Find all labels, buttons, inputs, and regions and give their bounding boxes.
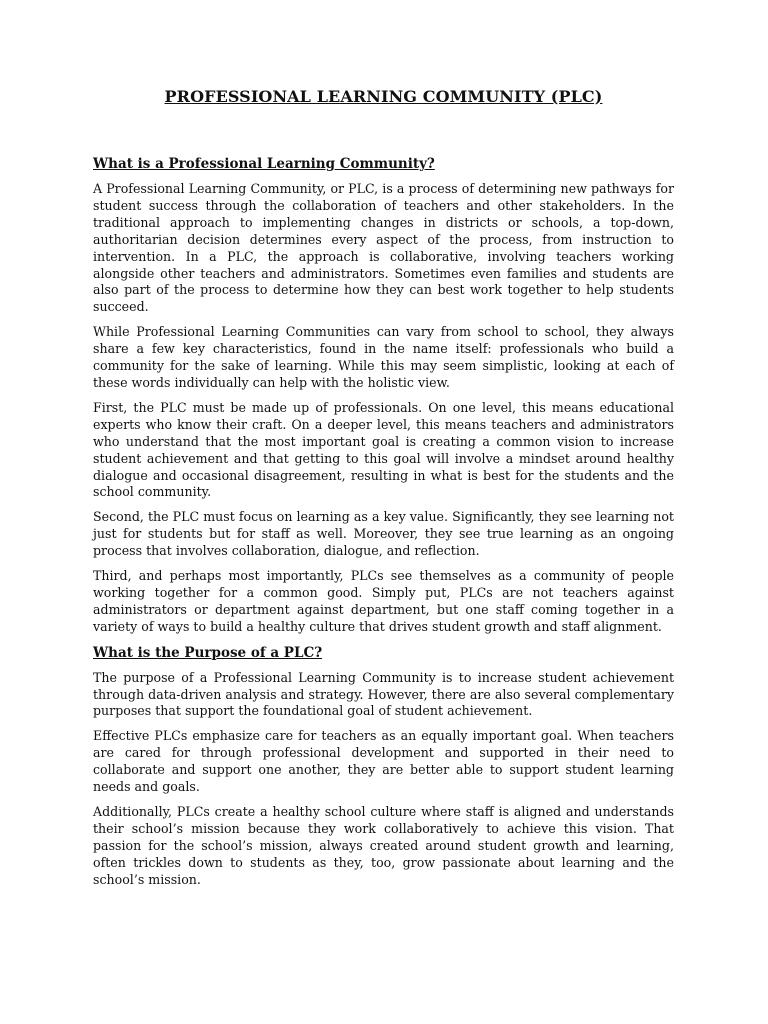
paragraph: Additionally, PLCs create a healthy school culture where staff is aligned and understands their school’s mission because they work collaboratively to achieve this vision. That passion for the school’s mission, always created around student growth and learning, often trickles down to students as they, too, grow passionate about learning and the school’s mission. [93, 804, 674, 887]
paragraph: First, the PLC must be made up of professionals. On one level, this means educational experts who know their craft. On a deeper level, this means teachers and administrators who understand that the most important goal is creating a common vision to increase student achievement and that getting to this goal will involve a mindset around healthy dialogue and occasional disagreement, resulting in what is best for the students and the school community. [93, 399, 674, 500]
section-purpose-of-plc [93, 644, 674, 889]
page-title: PROFESSIONAL LEARNING COMMUNITY (PLC) [164, 87, 603, 106]
paragraph: Third, and perhaps most importantly, PLCs see themselves as a community of people working together for a common good. Simply put, PLCs are not teachers against administrators or department against department, but one staff coming together in a variety of ways to build a healthy culture that drives student growth and staff alignment. [93, 568, 674, 634]
paragraph: Effective PLCs emphasize care for teachers as an equally important goal. When teachers are cared for through professional development and supported in their need to collaborate and support one another, they are better able to support student learning needs and goals. [93, 728, 674, 795]
section-heading: What is the Purpose of a PLC? [93, 644, 323, 661]
document-page [93, 86, 674, 897]
paragraph: While Professional Learning Communities can vary from school to school, they always share a few key characteristics, found in the name itself: professionals who build a community for the sake of learning. While this may seem simplistic, looking at each of these words individually can help with the holistic view. [93, 324, 674, 390]
section-what-is-plc [93, 155, 674, 636]
paragraph: The purpose of a Professional Learning Community is to increase student achievement through data-driven analysis and strategy. However, there are also several complementary purposes that support the foundational goal of student achievement. [93, 669, 674, 719]
paragraph: A Professional Learning Community, or PLC, is a process of determining new pathways for student success through the collaboration of teachers and other stakeholders. In the traditional approach to implementing changes in districts or schools, a top-down, authoritarian decision determines every aspect of the process, from instruction to intervention. In a PLC, the approach is collaborative, involving teachers working alongside other teachers and administrators. Sometimes even families and students are also part of the process to determine how they can best work together to help students succeed. [93, 181, 674, 315]
paragraph: Second, the PLC must focus on learning as a key value. Significantly, they see learning not just for students but for staff as well. Moreover, they see true learning as an ongoing process that involves collaboration, dialogue, and reflection. [93, 509, 674, 559]
section-heading: What is a Professional Learning Community? [93, 156, 435, 172]
